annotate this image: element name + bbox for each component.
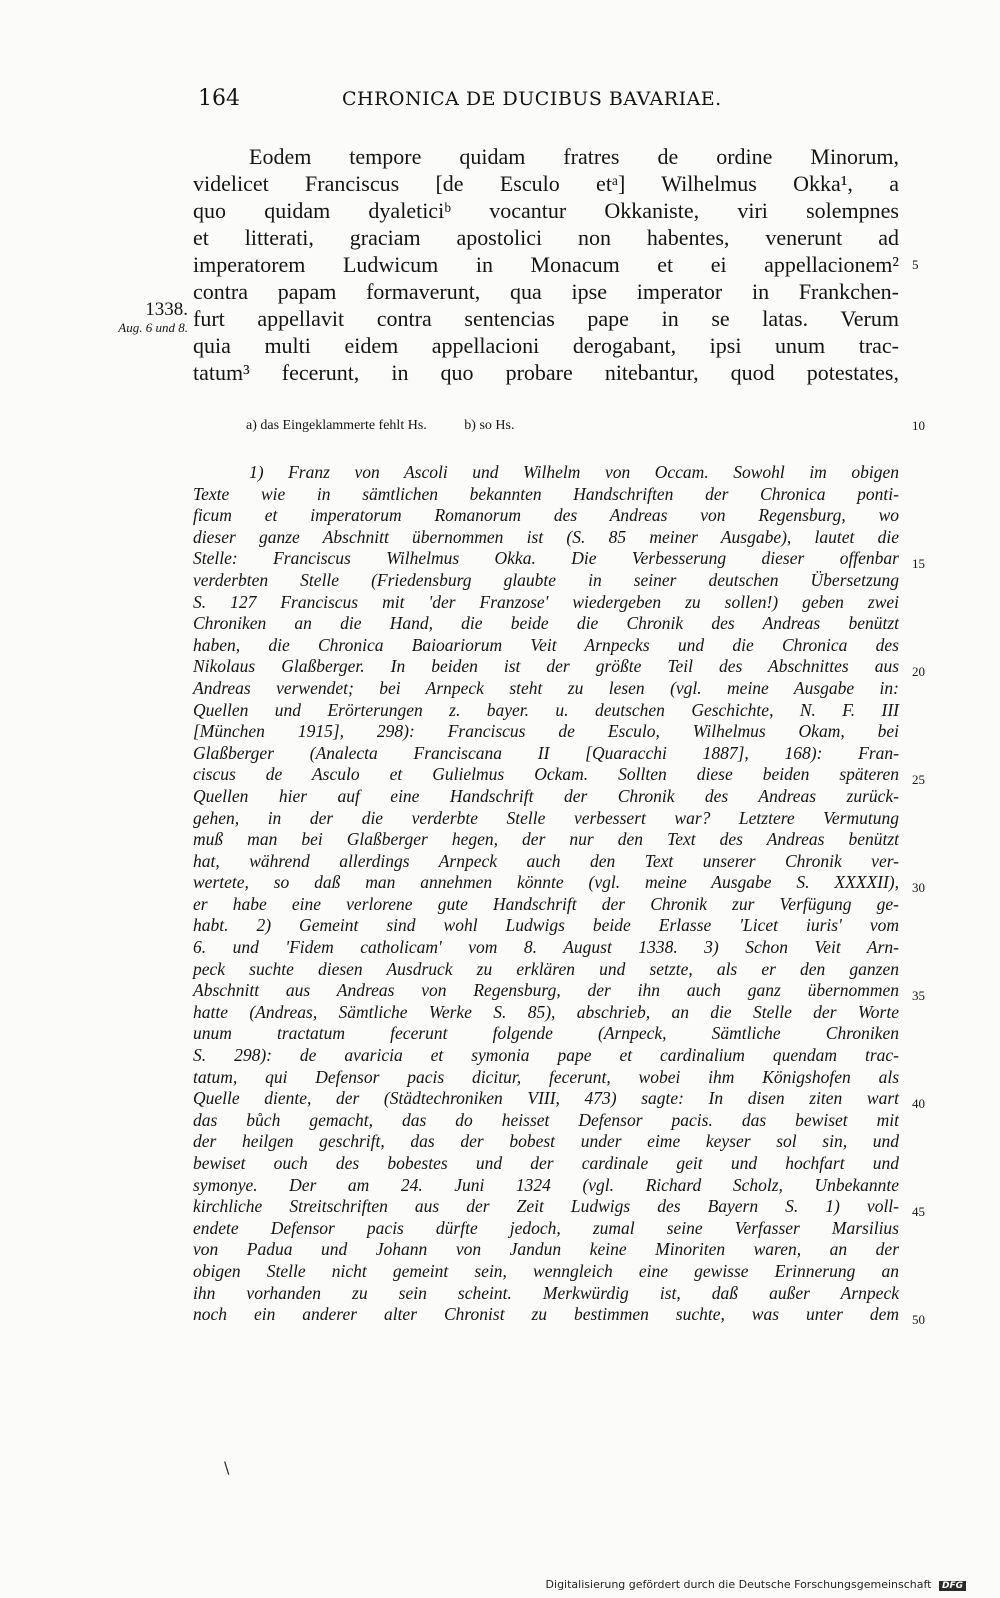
main-line: furt appellavit contra sentencias pape in se latas. Verum	[193, 306, 899, 331]
footnote-line: tatum, qui Defensor pacis dicitur, fecerunt, wobei ihm Königshofen als	[193, 1066, 899, 1087]
footnote-line: [München 1915], 298): Franciscus de Esculo, Wilhelmus Okam, bei	[193, 721, 899, 742]
footnote-line: ficum et imperatorum Romanorum des Andreas von Regensburg, wo	[193, 505, 899, 526]
dfg-logo: DFG	[939, 1581, 966, 1591]
footnote-line: peck suchte diesen Ausdruck zu erklären und setzte, als er den ganzen	[193, 958, 899, 979]
critical-apparatus	[246, 418, 548, 434]
footnote-line: bewiset ouch des bobestes und der cardinale geit und hochfart und	[193, 1153, 899, 1173]
margin-day: Aug. 6 und 8.	[118, 320, 188, 335]
digitization-credit	[546, 1578, 966, 1591]
footnote-line: unum tractatum fecerunt folgende (Arnpeck, Sämtliche Chroniken	[193, 1023, 899, 1044]
footnote-line: kirchliche Streitschriften aus der Zeit Ludwigs des Bayern S. 1) voll-	[193, 1196, 899, 1217]
footnote-line: hat, während allerdings Arnpeck auch den Text unserer Chronik ver-	[193, 850, 899, 871]
footnote-line: 1) Franz von Ascoli und Wilhelm von Occam. Sowohl im obigen	[249, 462, 899, 482]
footnotes	[193, 462, 899, 1326]
main-line: et litterati, graciam apostolici non habentes, venerunt ad	[193, 225, 899, 250]
footnote-line: Chroniken an die Hand, die beide die Chronik des Andreas benützt	[193, 613, 899, 634]
footnote-line: muß man bei Glaßberger hegen, der nur den Text des Andreas benützt	[193, 829, 899, 850]
footnote-line: das bůch gemacht, das do heisset Defensor pacis. das bewiset mit	[193, 1109, 899, 1130]
line-number: 35	[912, 988, 925, 1003]
footnote-line: 6. und 'Fidem catholicam' vom 8. August 1338. 3) Schon Veit Arn-	[193, 937, 899, 958]
main-line: contra papam formaverunt, qua ipse imperator in Frankchen-	[193, 279, 899, 304]
footnote-line: verderbten Stelle (Friedensburg glaubte in seiner deutschen Übersetzung	[193, 569, 899, 590]
apparatus-note-b: b) so Hs.	[464, 418, 515, 433]
footnote-line: S. 127 Franciscus mit 'der Franzose' wiedergeben zu sollen!) geben zwei	[193, 591, 899, 612]
line-number: 20	[912, 664, 925, 679]
page-number: 164	[198, 86, 240, 111]
line-number: 25	[912, 772, 925, 787]
main-text	[193, 143, 899, 386]
footnote-line: endete Defensor pacis dürfte jedoch, zumal seine Verfasser Marsilius	[193, 1217, 899, 1238]
footnote-line: Glaßberger (Analecta Franciscana II [Quaracchi 1887], 168): Fran-	[193, 742, 899, 763]
running-title: CHRONICA DE DUCIBUS BAVARIAE.	[342, 88, 722, 110]
main-line: imperatorem Ludwicum in Monacum et ei appellacionem²	[193, 252, 899, 277]
footnote-line: Andreas verwendet; bei Arnpeck steht zu lesen (vgl. meine Ausgabe in:	[193, 677, 899, 698]
main-line: tatum³ fecerunt, in quo probare nitebantur, quod potestates,	[193, 360, 899, 385]
footnote-line: ciscus de Asculo et Gulielmus Ockam. Sollten diese beiden späteren	[193, 764, 899, 785]
footnote-line: ihn vorhanden zu sein scheint. Merkwürdig ist, daß außer Arnpeck	[193, 1282, 899, 1303]
footnote-line: Nikolaus Glaßberger. In beiden ist der größte Teil des Abschnittes aus	[193, 656, 899, 677]
footnote-line: obigen Stelle nicht gemeint sein, wenngleich eine gewisse Erinnerung an	[193, 1260, 899, 1281]
main-line: quo quidam dyaleticiᵇ vocantur Okkaniste, viri solempnes	[193, 198, 899, 223]
margin-year: 1338.	[145, 299, 188, 320]
apparatus-note-a: a) das Eingeklammerte fehlt Hs.	[246, 418, 427, 433]
line-number: 45	[912, 1204, 925, 1219]
margin-date	[70, 300, 188, 336]
footnote-line: symonye. Der am 24. Juni 1324 (vgl. Richard Scholz, Unbekannte	[193, 1174, 899, 1195]
footnote-line: dieser ganze Abschnitt übernommen ist (S. 85 meiner Ausgabe), lautet die	[193, 526, 899, 547]
line-number: 40	[912, 1096, 925, 1111]
main-line: Eodem tempore quidam fratres de ordine Minorum,	[249, 144, 899, 169]
footnote-line: hatte (Andreas, Sämtliche Werke S. 85), abschrieb, an die Stelle der Worte	[193, 1001, 899, 1022]
footnote-line: Quelle diente, der (Städtechroniken VIII, 473) sagte: In disen ziten wart	[193, 1088, 899, 1109]
credit-text: Digitalisierung gefördert durch die Deutsche Forschungsgemeinschaft	[545, 1578, 932, 1591]
footnote-line: Texte wie in sämtlichen bekannten Handschriften der Chronica ponti-	[193, 483, 899, 504]
main-line: quia multi eidem appellacioni derogabant, ipsi unum trac-	[193, 333, 899, 358]
line-number: 50	[912, 1312, 925, 1327]
footnote-line: gehen, in der die verderbte Stelle verbessert war? Letztere Vermutung	[193, 807, 899, 828]
line-number: 5	[912, 257, 919, 272]
footnote-line: habt. 2) Gemeint sind wohl Ludwigs beide Erlasse 'Licet iuris' vom	[193, 915, 899, 936]
footnote-line: haben, die Chronica Baioariorum Veit Arnpecks und die Chronica des	[193, 634, 899, 655]
main-line: videlicet Franciscus [de Esculo etᵃ] Wilhelmus Okka¹, a	[193, 171, 899, 196]
footnote-line: Quellen und Erörterungen z. bayer. u. deutschen Geschichte, N. F. III	[193, 699, 899, 720]
scan-mark: \	[224, 1458, 230, 1477]
line-number: 30	[912, 880, 925, 895]
footnote-line: wertete, so daß man annehmen könnte (vgl. meine Ausgabe S. XXXXII),	[193, 872, 899, 893]
footnote-line: Stelle: Franciscus Wilhelmus Okka. Die Verbesserung dieser offenbar	[193, 548, 899, 569]
footnote-line: er habe eine verlorene gute Handschrift der Chronik zur Verfügung ge-	[193, 893, 899, 914]
footnote-line: der heilgen geschrift, das der bobest under eime keyser sol sin, und	[193, 1131, 899, 1152]
footnote-line: Abschnitt aus Andreas von Regensburg, der ihn auch ganz übernommen	[193, 980, 899, 1001]
page-header	[0, 86, 1000, 120]
footnote-line: von Padua und Johann von Jandun keine Minoriten waren, an der	[193, 1239, 899, 1260]
footnote-line: S. 298): de avaricia et symonia pape et cardinalium quendam trac-	[193, 1045, 899, 1066]
footnote-line: noch ein anderer alter Chronist zu bestimmen suchte, was unter dem	[193, 1304, 899, 1325]
footnote-line: Quellen hier auf eine Handschrift der Chronik des Andreas zurück-	[193, 785, 899, 806]
line-number: 10	[912, 418, 925, 433]
line-number: 15	[912, 556, 925, 571]
